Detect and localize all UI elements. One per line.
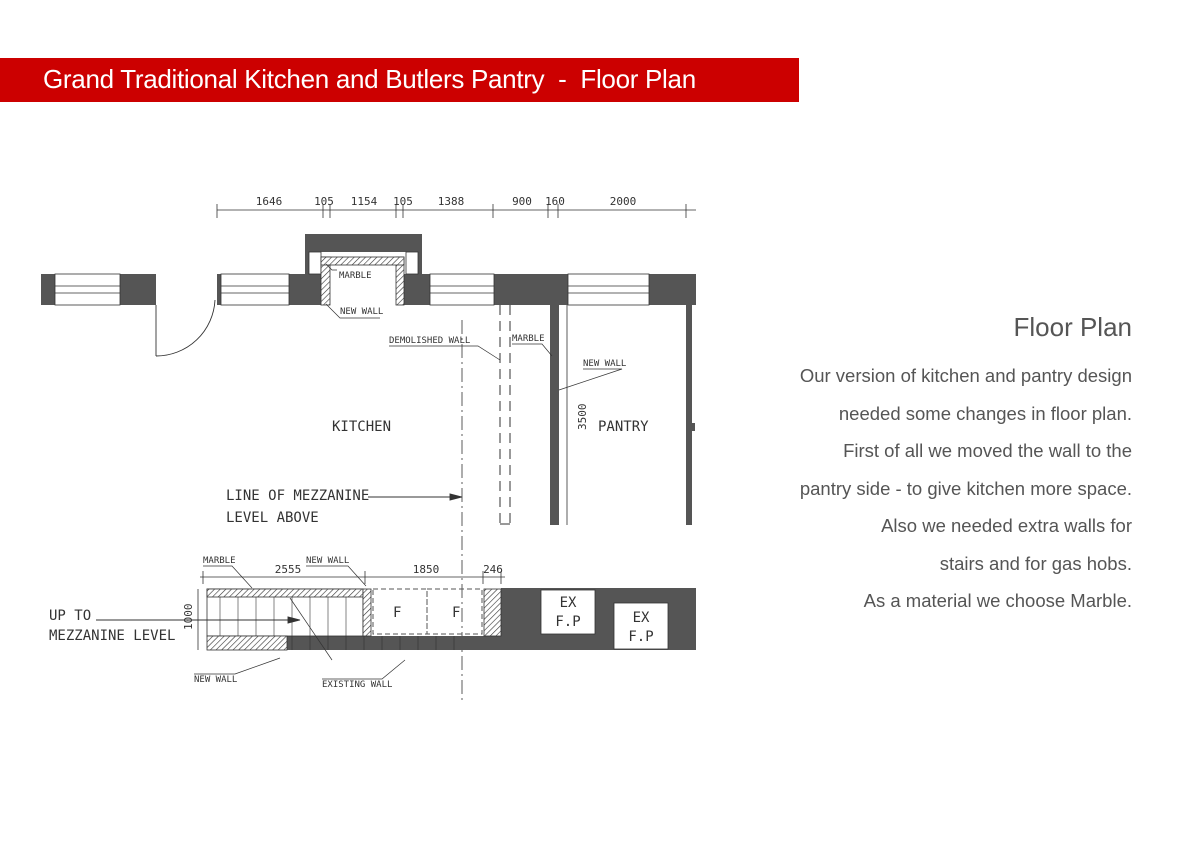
description-line-3: First of all we moved the wall to the (843, 440, 1132, 461)
label-up-to-2: MEZZANINE LEVEL (49, 628, 176, 644)
dim-3500: 3500 (576, 403, 589, 430)
dim-1388: 1388 (437, 195, 465, 208)
fridge-2-label: F (452, 605, 461, 621)
dim-105-b: 105 (393, 195, 413, 208)
dim-2000: 2000 (609, 195, 637, 208)
label-new-wall-bottom: NEW WALL (194, 675, 238, 685)
description-line-1: Our version of kitchen and pantry design (799, 365, 1132, 386)
dim-1646: 1646 (255, 195, 283, 208)
top-leaders (326, 264, 622, 390)
label-mezzanine-line-2: LEVEL ABOVE (226, 510, 319, 526)
dim-246: 246 (483, 563, 503, 576)
fireplace-1-label-b: F.P (555, 614, 581, 630)
fireplace-1-label-a: EX (559, 595, 577, 611)
description-line-5: Also we needed extra walls for (881, 515, 1132, 536)
pantry-walls (550, 305, 695, 525)
label-existing-wall: EXISTING WALL (322, 680, 393, 690)
dim-160: 160 (545, 195, 565, 208)
dim-1850: 1850 (412, 563, 440, 576)
dim-105-a: 105 (314, 195, 334, 208)
label-new-wall-stair: NEW WALL (306, 556, 350, 566)
mezzanine-arrow (368, 494, 462, 500)
dim-2555: 2555 (274, 563, 302, 576)
label-demolished-wall: DEMOLISHED WALL (389, 336, 471, 346)
demolished-wall (500, 305, 510, 524)
room-pantry: PANTRY (598, 419, 649, 435)
label-new-wall-top: NEW WALL (340, 307, 384, 317)
description-panel (712, 312, 1132, 620)
fireplace-2-label-a: EX (632, 610, 650, 626)
marble-niche (321, 257, 404, 305)
label-marble-top: MARBLE (339, 271, 372, 281)
dim-1154: 1154 (350, 195, 378, 208)
description-line-2: needed some changes in floor plan. (838, 402, 1132, 424)
top-exterior-wall (41, 234, 696, 305)
dim-900: 900 (512, 195, 532, 208)
description-line-4: pantry side - to give kitchen more space. (799, 477, 1132, 499)
room-kitchen: KITCHEN (332, 419, 392, 435)
label-marble-stair: MARBLE (203, 556, 236, 566)
fridges (373, 589, 482, 634)
label-marble-pantry: MARBLE (512, 334, 545, 344)
page-title: Grand Traditional Kitchen and Butlers Pantry - Floor Plan (43, 64, 696, 94)
description-line-6: stairs and for gas hobs. (939, 552, 1132, 574)
description-heading: Floor Plan (1013, 312, 1132, 342)
fridge-1-label: F (393, 605, 402, 621)
door-swing (156, 300, 215, 356)
description-line-7: As a material we choose Marble. (863, 590, 1132, 611)
label-up-to-1: UP TO (49, 608, 92, 624)
fireplace-2-label-b: F.P (628, 629, 654, 645)
bottom-dimension-chain (200, 571, 505, 584)
label-mezzanine-line-1: LINE OF MEZZANINE (226, 488, 370, 504)
label-new-wall-pantry: NEW WALL (583, 359, 627, 369)
dim-1000: 1000 (182, 603, 195, 630)
